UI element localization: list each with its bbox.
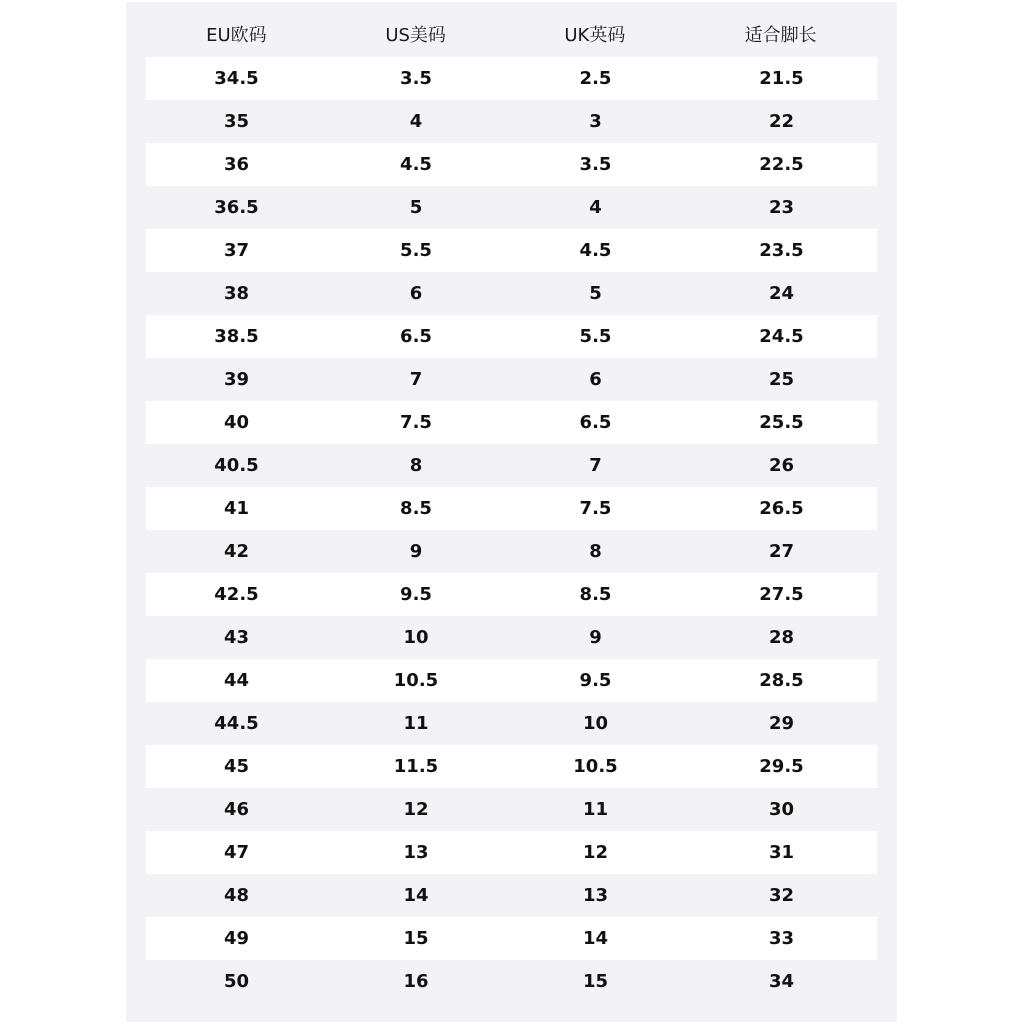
table-row: [146, 745, 877, 788]
table-row: [146, 315, 877, 358]
table-row: [146, 831, 877, 874]
uk-size-cell: 8: [589, 541, 602, 562]
foot-length-cell: 28.5: [759, 670, 804, 691]
eu-size-cell: 42.5: [214, 584, 259, 605]
us-size-cell: 5: [409, 197, 423, 218]
foot-length-cell: 33: [768, 928, 795, 949]
uk-size-cell: 4.5: [579, 240, 612, 261]
eu-size-cell: 48: [223, 885, 250, 906]
uk-size-cell: 14: [582, 928, 609, 949]
eu-size-cell: 49: [223, 928, 250, 949]
size-table-body: [146, 57, 877, 1003]
us-size-cell: 6.5: [400, 326, 432, 347]
table-row: [146, 401, 877, 444]
us-size-cell: 10.5: [393, 670, 439, 691]
eu-size-cell: 40.5: [214, 455, 259, 476]
table-row: [146, 186, 877, 229]
eu-size-cell: 44.5: [214, 713, 259, 734]
uk-size-cell: 13: [582, 885, 609, 906]
us-size-cell: 4.5: [400, 154, 432, 175]
uk-size-cell: 10: [582, 713, 609, 734]
header-foot-length: 适合脚长: [744, 25, 817, 46]
header-uk-size: UK英码: [564, 25, 626, 46]
eu-size-cell: 44: [223, 670, 250, 691]
table-row: [146, 616, 877, 659]
table-row: [146, 358, 877, 401]
eu-size-cell: 38: [223, 283, 250, 304]
eu-size-cell: 42: [223, 541, 250, 562]
table-row: [146, 272, 877, 315]
us-size-cell: 11: [403, 713, 429, 734]
header-eu-size: EU欧码: [206, 25, 267, 46]
uk-size-cell: 5: [589, 283, 602, 304]
foot-length-cell: 24: [768, 283, 795, 304]
foot-length-cell: 24.5: [759, 326, 804, 347]
us-size-cell: 6: [409, 283, 423, 304]
uk-size-cell: 9: [589, 627, 602, 648]
us-size-cell: 5.5: [400, 240, 432, 261]
size-table-header: [146, 14, 876, 54]
eu-size-cell: 39: [223, 369, 250, 390]
foot-length-cell: 30: [768, 799, 795, 820]
uk-size-cell: 3.5: [579, 154, 612, 175]
foot-length-cell: 26.5: [759, 498, 804, 519]
table-row: [146, 960, 877, 1003]
foot-length-cell: 27: [768, 541, 795, 562]
uk-size-cell: 12: [582, 842, 609, 863]
eu-size-cell: 34.5: [214, 68, 259, 89]
table-row: [146, 917, 877, 960]
us-size-cell: 7.5: [400, 412, 432, 433]
foot-length-cell: 23: [768, 197, 795, 218]
eu-size-cell: 45: [223, 756, 250, 777]
us-size-cell: 16: [403, 971, 429, 992]
table-row: [146, 487, 877, 530]
foot-length-cell: 31: [768, 842, 795, 863]
us-size-cell: 7: [409, 369, 423, 390]
us-size-cell: 3.5: [400, 68, 432, 89]
us-size-cell: 14: [403, 885, 429, 906]
eu-size-cell: 37: [223, 240, 250, 261]
eu-size-cell: 46: [223, 799, 250, 820]
table-row: [146, 530, 877, 573]
foot-length-cell: 22: [768, 111, 795, 132]
us-size-cell: 11.5: [393, 756, 439, 777]
table-row: [146, 573, 877, 616]
uk-size-cell: 7: [589, 455, 602, 476]
us-size-cell: 9.5: [400, 584, 432, 605]
table-row: [146, 788, 877, 831]
us-size-cell: 15: [403, 928, 429, 949]
eu-size-cell: 47: [223, 842, 250, 863]
table-row: [146, 100, 877, 143]
eu-size-cell: 38.5: [214, 326, 259, 347]
foot-length-cell: 27.5: [759, 584, 804, 605]
uk-size-cell: 15: [582, 971, 609, 992]
foot-length-cell: 23.5: [759, 240, 804, 261]
table-row: [146, 874, 877, 917]
us-size-cell: 8: [409, 455, 423, 476]
table-row: [146, 659, 877, 702]
foot-length-cell: 29.5: [759, 756, 804, 777]
us-size-cell: 12: [403, 799, 429, 820]
foot-length-cell: 22.5: [759, 154, 804, 175]
uk-size-cell: 11: [582, 799, 609, 820]
uk-size-cell: 10.5: [573, 756, 618, 777]
table-row: [146, 229, 877, 272]
foot-length-cell: 21.5: [759, 68, 804, 89]
eu-size-cell: 43: [223, 627, 250, 648]
foot-length-cell: 25: [768, 369, 795, 390]
uk-size-cell: 4: [589, 197, 602, 218]
table-row: [146, 143, 877, 186]
eu-size-cell: 41: [223, 498, 250, 519]
foot-length-cell: 28: [768, 627, 795, 648]
table-row: [146, 444, 877, 487]
us-size-cell: 4: [409, 111, 423, 132]
uk-size-cell: 9.5: [579, 670, 612, 691]
us-size-cell: 10: [403, 627, 429, 648]
uk-size-cell: 2.5: [579, 68, 612, 89]
uk-size-cell: 8.5: [579, 584, 612, 605]
uk-size-cell: 3: [589, 111, 602, 132]
eu-size-cell: 35: [223, 111, 250, 132]
foot-length-cell: 34: [768, 971, 795, 992]
eu-size-cell: 50: [223, 971, 250, 992]
us-size-cell: 8.5: [400, 498, 432, 519]
uk-size-cell: 7.5: [579, 498, 612, 519]
foot-length-cell: 32: [768, 885, 795, 906]
foot-length-cell: 29: [768, 713, 795, 734]
eu-size-cell: 36.5: [214, 197, 259, 218]
uk-size-cell: 5.5: [579, 326, 612, 347]
us-size-cell: 13: [403, 842, 429, 863]
table-row: [146, 57, 877, 100]
header-us-size: US美码: [385, 25, 446, 46]
eu-size-cell: 40: [223, 412, 250, 433]
us-size-cell: 9: [409, 541, 423, 562]
uk-size-cell: 6.5: [579, 412, 612, 433]
uk-size-cell: 6: [589, 369, 602, 390]
eu-size-cell: 36: [223, 154, 250, 175]
foot-length-cell: 26: [768, 455, 795, 476]
foot-length-cell: 25.5: [759, 412, 804, 433]
size-chart-panel: [126, 2, 897, 1022]
table-row: [146, 702, 877, 745]
